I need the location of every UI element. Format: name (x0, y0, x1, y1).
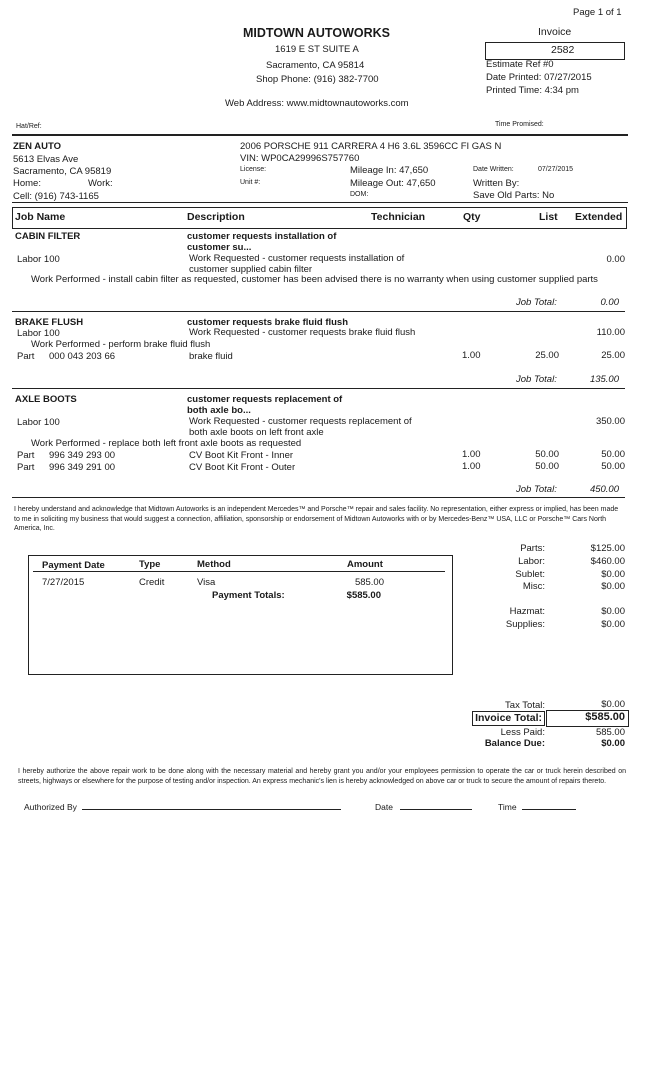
part-list: 50.00 (535, 461, 559, 472)
job-total: 450.00 (589, 484, 619, 495)
job-name: BRAKE FLUSH (15, 317, 84, 328)
labor-extended: 350.00 (595, 416, 625, 427)
labor-line: Labor 100 (17, 328, 60, 339)
customer-cell: Cell: (916) 743-1165 (13, 191, 99, 202)
labor-extended: 0.00 (606, 254, 625, 265)
vehicle-unit: Unit #: (240, 179, 261, 186)
job-name: CABIN FILTER (15, 231, 81, 242)
shop-name: MIDTOWN AUTOWORKS (243, 26, 390, 40)
time-label: Time (498, 802, 517, 812)
authorization-text: I hereby authorize the above repair work to be done along with the necessary material and hereby grant you and/or your employees permission to operate the car or truck herein described on streets, highways or elsewhere for the purpose of testing and/or inspection. An express mechanic's lien is hereby acknowledged on above car or truck to secure the amount of repairs thereto. (18, 768, 626, 785)
summary-label: Misc: (522, 581, 545, 592)
job-total: 135.00 (589, 374, 619, 385)
less-paid: 585.00 (595, 727, 625, 738)
work-performed: Work Performed - replace both left front axle boots as requested (31, 438, 302, 449)
save-old-parts: Save Old Parts: No (473, 190, 555, 201)
shop-address-2: Sacramento, CA 95814 (266, 60, 365, 71)
payment-method: Visa (197, 577, 216, 588)
divider (12, 202, 628, 203)
disclaimer: I hereby understand and acknowledge that Midtown Autoworks is an independent Mercedes™ and Porsche™ repair and sales facility. No representation, either express or implied, has been made to me in soliciting my business that would suggest a connection, affiliation, sponsorship or endorsement of Midtown Autoworks with or by Mercedes-Benz™ USA, LLC or Porsche™ Cars North America, Inc. (14, 506, 619, 532)
part-extended: 25.00 (601, 350, 625, 361)
job-total-label: Job Total: (516, 484, 557, 495)
part-list: 50.00 (535, 449, 559, 460)
work-requested: Work Requested - customer requests brake fluid flush (189, 327, 416, 338)
job-title: customer requests installation of (187, 231, 337, 242)
work-requested: Work Requested - customer requests replacement of (189, 416, 412, 427)
hat-ref: Hat/Ref: (16, 123, 42, 130)
column-header-row (12, 207, 627, 229)
payment-type: Credit (139, 577, 165, 588)
job-divider (12, 388, 625, 389)
work-requested-cont: both axle boots on left front axle (189, 427, 324, 438)
part-qty: 1.00 (462, 449, 481, 460)
summary-label: Supplies: (505, 619, 545, 630)
summary-value: $0.00 (601, 606, 625, 617)
vehicle-dom: DOM: (350, 191, 369, 198)
date-label: Date (375, 802, 393, 812)
job-name: AXLE BOOTS (15, 394, 77, 405)
invoice-label: Invoice (538, 26, 572, 38)
customer-name: ZEN AUTO (13, 141, 62, 152)
part-desc: CV Boot Kit Front - Outer (189, 462, 296, 473)
payment-method-header: Method (197, 559, 231, 570)
shop-phone: Shop Phone: (916) 382-7700 (256, 74, 379, 85)
date-printed: Date Printed: 07/27/2015 (486, 72, 592, 83)
job-title: customer requests brake fluid flush (187, 317, 349, 328)
part-number: 000 043 203 66 (49, 351, 116, 362)
labor-line: Labor 100 (17, 254, 60, 265)
work-performed: Work Performed - perform brake fluid flush (31, 339, 211, 350)
part-number: 996 349 293 00 (49, 450, 116, 461)
summary-value: $125.00 (590, 543, 625, 554)
work-requested-cont: customer supplied cabin filter (189, 264, 313, 275)
col-technician: Technician (371, 211, 426, 223)
tax-total-label: Tax Total: (505, 700, 545, 711)
less-paid-label: Less Paid: (500, 727, 545, 738)
labor-extended: 110.00 (596, 327, 625, 338)
header-divider (12, 134, 628, 136)
payment-totals-value: $585.00 (346, 590, 381, 601)
customer-street: 5613 Elvas Ave (13, 154, 79, 165)
part-label: Part (17, 462, 35, 473)
part-extended: 50.00 (601, 449, 625, 460)
vehicle-desc: 2006 PORSCHE 911 CARRERA 4 H6 3.6L 3596CC FI GAS N (240, 141, 502, 152)
mileage-out: Mileage Out: 47,650 (350, 178, 436, 189)
part-qty: 1.00 (462, 461, 481, 472)
payments-box (28, 555, 453, 675)
payment-type-header: Type (139, 559, 161, 570)
payment-amount: 585.00 (354, 577, 384, 588)
summary-label: Parts: (520, 543, 545, 554)
col-job-name: Job Name (15, 211, 66, 223)
payment-amount-header: Amount (347, 559, 383, 570)
summary-value: $460.00 (590, 556, 625, 567)
time-promised: Time Promised: (495, 121, 544, 128)
work-requested: Work Requested - customer requests installation of (189, 253, 405, 264)
col-description: Description (187, 211, 245, 223)
payment-date-header: Payment Date (42, 560, 105, 571)
part-desc: brake fluid (189, 351, 233, 362)
date-line[interactable] (400, 809, 472, 810)
summary-value: $0.00 (601, 619, 625, 630)
job-title: customer requests replacement of (187, 394, 343, 405)
job-divider (12, 497, 625, 498)
part-desc: CV Boot Kit Front - Inner (189, 450, 294, 461)
mileage-in: Mileage In: 47,650 (350, 165, 429, 176)
summary-value: $0.00 (601, 569, 625, 580)
summary-label: Hazmat: (509, 606, 545, 617)
payments-header-divider (33, 571, 445, 572)
shop-web: Web Address: www.midtownautoworks.com (225, 98, 409, 109)
date-written-label: Date Written: (473, 166, 514, 173)
job-title-cont: both axle bo... (187, 405, 251, 416)
col-list: List (539, 211, 558, 223)
invoice-total: $585.00 (585, 711, 625, 723)
payment-date: 7/27/2015 (42, 577, 85, 588)
job-divider (12, 311, 625, 312)
customer-home: Home: (13, 178, 41, 189)
payment-totals-label: Payment Totals: (212, 590, 285, 601)
authorized-by-label: Authorized By (24, 802, 77, 812)
page-label: Page 1 of 1 (573, 7, 622, 18)
date-written: 07/27/2015 (538, 166, 574, 173)
time-line[interactable] (522, 809, 576, 810)
part-label: Part (17, 450, 35, 461)
vehicle-license: License: (240, 166, 267, 173)
written-by: Written By: (473, 178, 520, 189)
balance-due: $0.00 (601, 738, 625, 749)
part-extended: 50.00 (601, 461, 625, 472)
labor-line: Labor 100 (17, 417, 60, 428)
summary-label: Labor: (518, 556, 545, 567)
tax-total: $0.00 (601, 699, 625, 710)
job-total-label: Job Total: (516, 374, 557, 385)
job-total: 0.00 (600, 297, 619, 308)
part-list: 25.00 (535, 350, 559, 361)
customer-city: Sacramento, CA 95819 (13, 166, 112, 177)
job-total-label: Job Total: (516, 297, 557, 308)
balance-due-label: Balance Due: (484, 738, 545, 749)
summary-value: $0.00 (601, 581, 625, 592)
customer-work: Work: (88, 178, 113, 189)
col-extended: Extended (575, 211, 623, 223)
invoice-number: 2582 (551, 44, 575, 56)
invoice-total-label: Invoice Total: (475, 712, 542, 724)
estimate-ref: Estimate Ref #0 (486, 59, 554, 70)
authorized-by-line[interactable] (82, 809, 341, 810)
work-performed: Work Performed - install cabin filter as requested, customer has been advised there is no warranty when using customer supplied parts (31, 274, 598, 285)
col-qty: Qty (463, 211, 481, 223)
part-number: 996 349 291 00 (49, 462, 116, 473)
part-qty: 1.00 (462, 350, 481, 361)
job-title-cont: customer su... (187, 242, 252, 253)
part-label: Part (17, 351, 35, 362)
shop-address-1: 1619 E ST SUITE A (275, 44, 359, 55)
summary-label: Sublet: (515, 569, 545, 580)
vehicle-vin: VIN: WP0CA29996S757760 (240, 153, 360, 164)
printed-time: Printed Time: 4:34 pm (486, 85, 579, 96)
